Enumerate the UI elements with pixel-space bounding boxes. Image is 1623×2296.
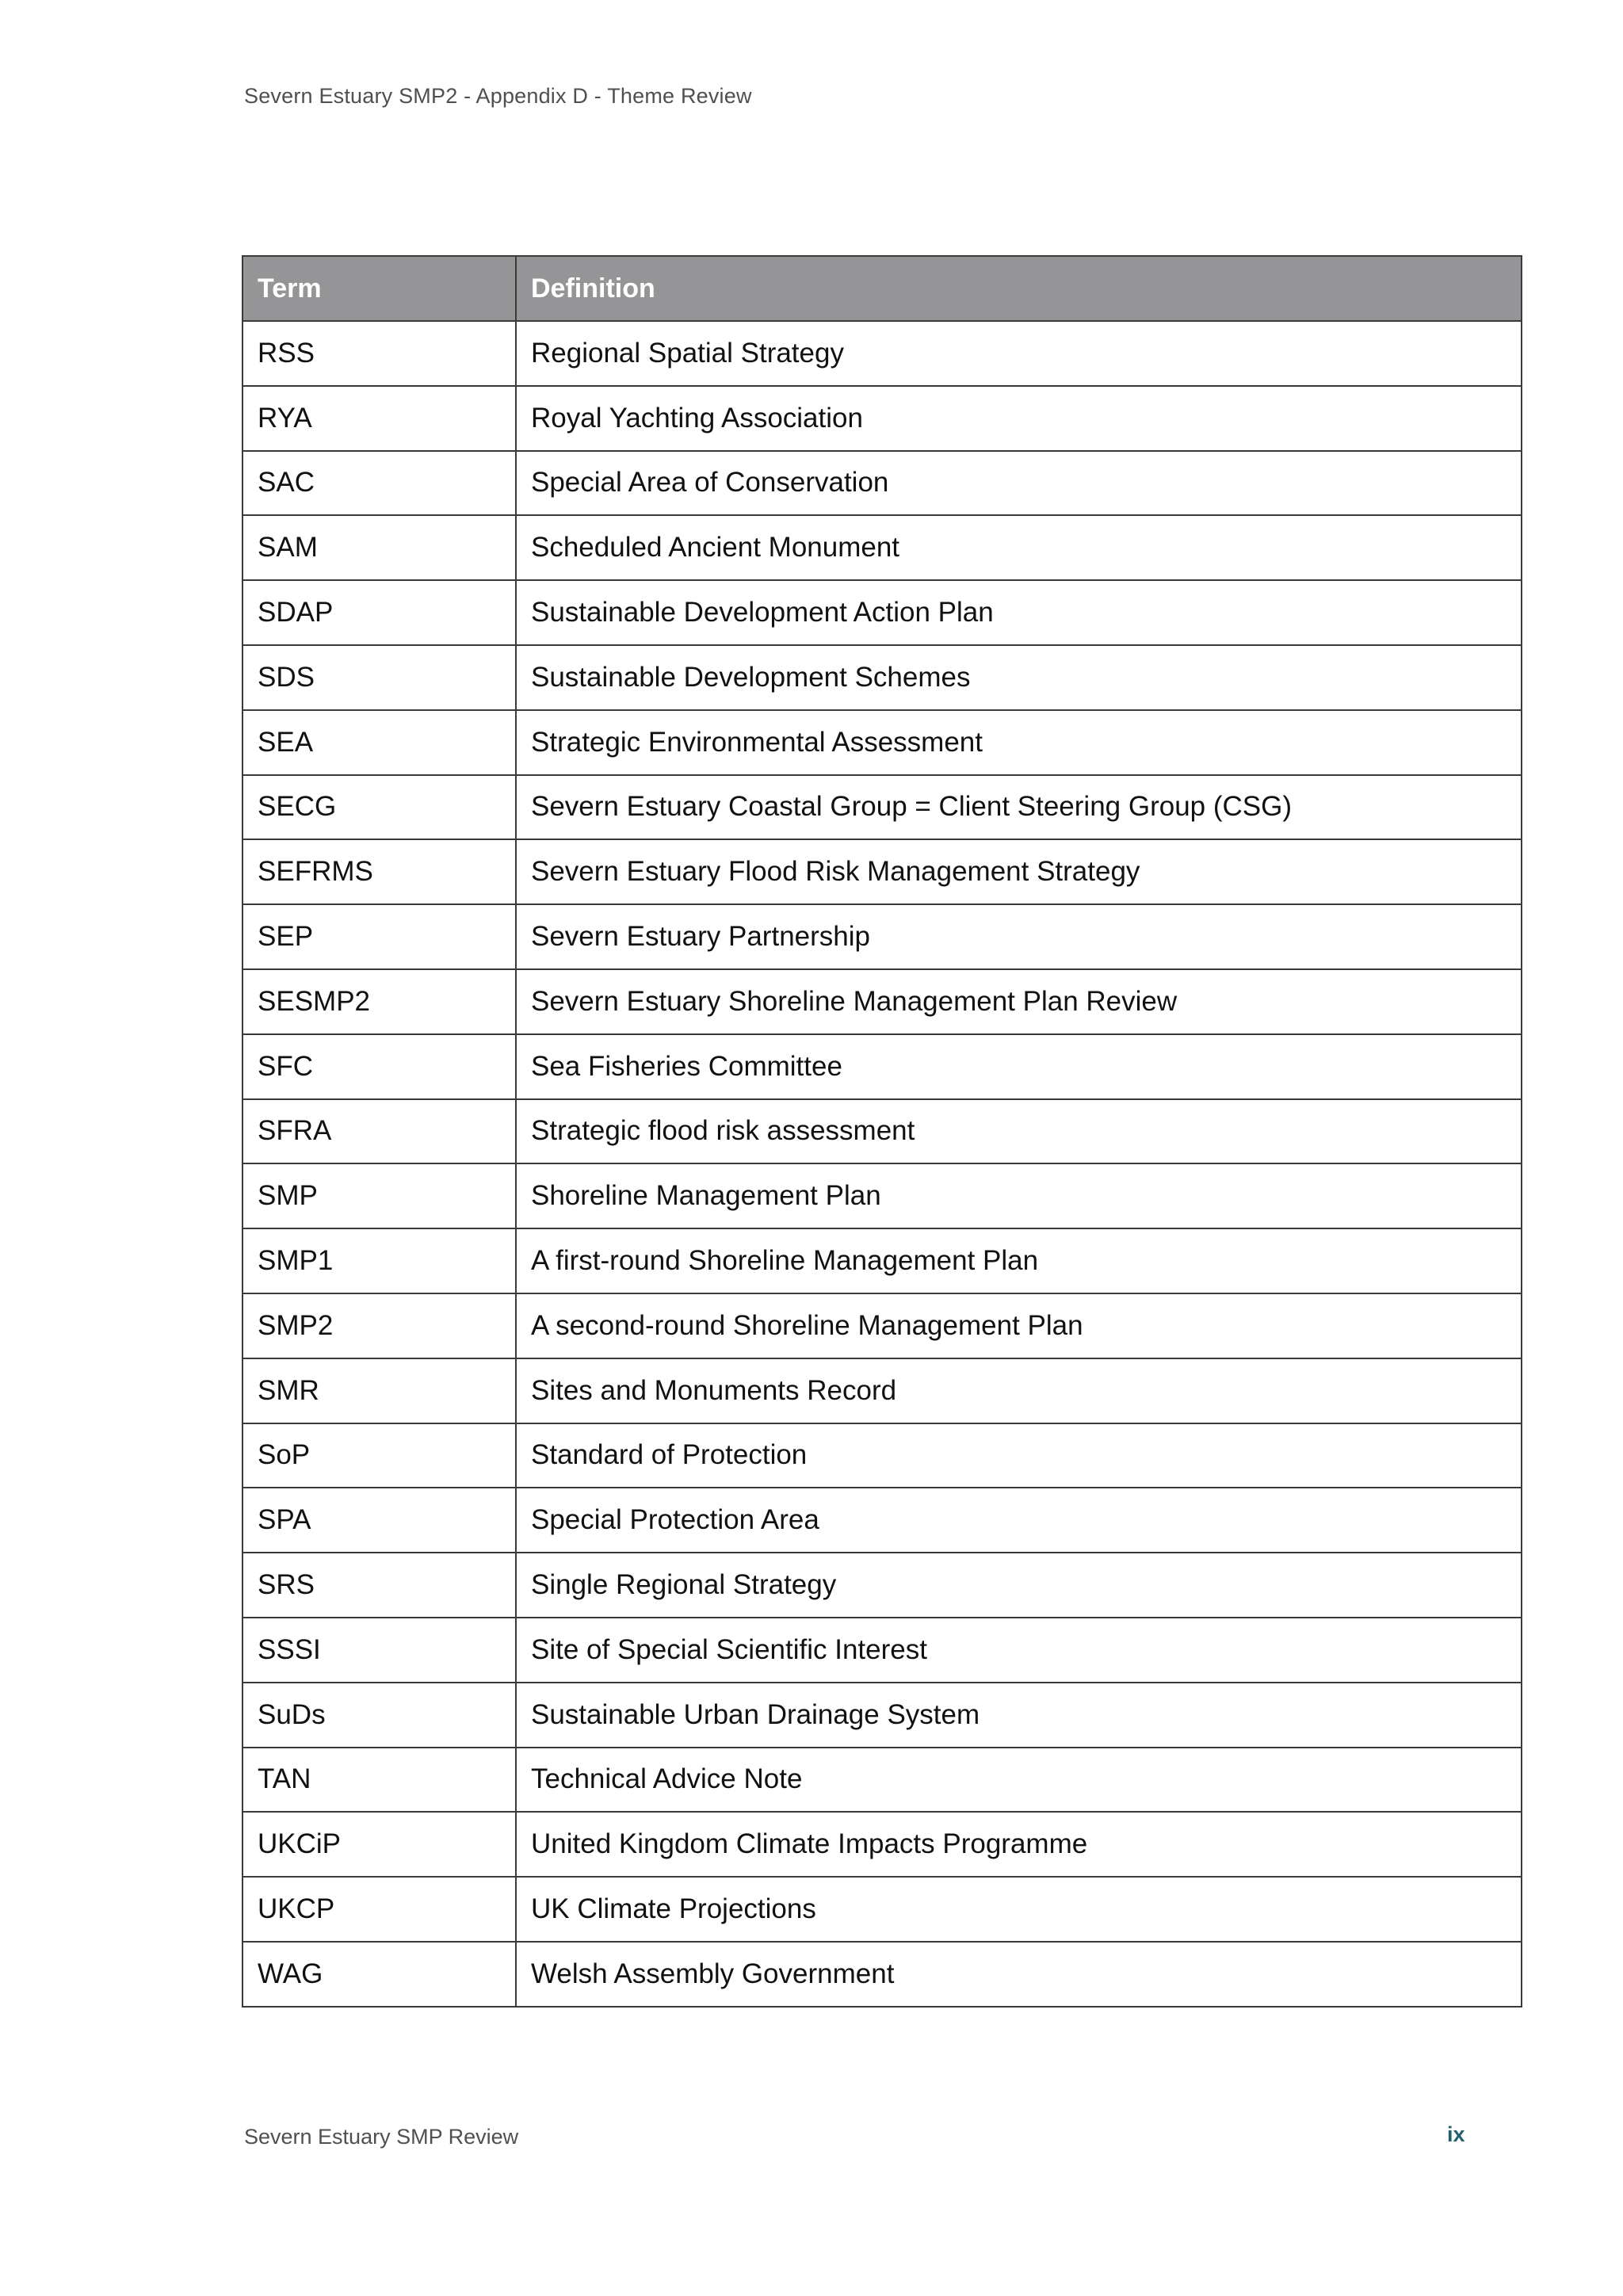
definition-cell: UK Climate Projections	[516, 1877, 1522, 1942]
term-cell: SEP	[242, 904, 516, 969]
glossary-table	[242, 255, 1522, 2008]
definition-cell: Sea Fisheries Committee	[516, 1034, 1522, 1099]
term-cell: SAC	[242, 451, 516, 516]
definition-cell: Site of Special Scientific Interest	[516, 1618, 1522, 1683]
term-cell: SuDs	[242, 1683, 516, 1748]
definition-cell: Strategic flood risk assessment	[516, 1099, 1522, 1164]
table-row	[242, 969, 1522, 1034]
definition-cell: Royal Yachting Association	[516, 386, 1522, 451]
term-cell: SFC	[242, 1034, 516, 1099]
table-row	[242, 1358, 1522, 1423]
table-row	[242, 1942, 1522, 2007]
term-cell: SMP	[242, 1163, 516, 1228]
definition-cell: Single Regional Strategy	[516, 1553, 1522, 1618]
table-row	[242, 1553, 1522, 1618]
definition-cell: Special Protection Area	[516, 1488, 1522, 1553]
definition-cell: Shoreline Management Plan	[516, 1163, 1522, 1228]
page-footer: Severn Estuary SMP Review	[244, 2125, 519, 2149]
table-row	[242, 1228, 1522, 1293]
table-row	[242, 1683, 1522, 1748]
definition-cell: Strategic Environmental Assessment	[516, 710, 1522, 775]
definition-cell: Special Area of Conservation	[516, 451, 1522, 516]
term-cell: RSS	[242, 321, 516, 386]
table-row	[242, 1877, 1522, 1942]
column-header-term: Term	[242, 256, 516, 321]
table-row	[242, 580, 1522, 645]
table-header	[242, 256, 1522, 321]
table-header-row	[242, 256, 1522, 321]
table-row	[242, 451, 1522, 516]
definition-cell: Severn Estuary Partnership	[516, 904, 1522, 969]
term-cell: SEFRMS	[242, 839, 516, 904]
table-row	[242, 1488, 1522, 1553]
term-cell: SMR	[242, 1358, 516, 1423]
page-number: ix	[1447, 2122, 1465, 2146]
definition-cell: Regional Spatial Strategy	[516, 321, 1522, 386]
term-cell: SESMP2	[242, 969, 516, 1034]
table-row	[242, 710, 1522, 775]
table-row	[242, 1812, 1522, 1877]
table-row	[242, 839, 1522, 904]
definition-cell: United Kingdom Climate Impacts Programme	[516, 1812, 1522, 1877]
table-row	[242, 904, 1522, 969]
term-cell: RYA	[242, 386, 516, 451]
definition-cell: Severn Estuary Shoreline Management Plan Review	[516, 969, 1522, 1034]
definition-cell: Welsh Assembly Government	[516, 1942, 1522, 2007]
term-cell: SMP2	[242, 1293, 516, 1358]
table-row	[242, 386, 1522, 451]
table-row	[242, 515, 1522, 580]
term-cell: SDS	[242, 645, 516, 710]
term-cell: SAM	[242, 515, 516, 580]
column-header-definition: Definition	[516, 256, 1522, 321]
term-cell: SPA	[242, 1488, 516, 1553]
page-header: Severn Estuary SMP2 - Appendix D - Theme Review	[244, 84, 752, 108]
term-cell: SFRA	[242, 1099, 516, 1164]
definition-cell: Technical Advice Note	[516, 1748, 1522, 1813]
term-cell: UKCP	[242, 1877, 516, 1942]
table-row	[242, 1423, 1522, 1488]
table-row	[242, 1293, 1522, 1358]
definition-cell: Sustainable Development Action Plan	[516, 580, 1522, 645]
term-cell: SoP	[242, 1423, 516, 1488]
term-cell: SDAP	[242, 580, 516, 645]
definition-cell: A second-round Shoreline Management Plan	[516, 1293, 1522, 1358]
term-cell: SSSI	[242, 1618, 516, 1683]
table-row	[242, 1618, 1522, 1683]
definition-cell: A first-round Shoreline Management Plan	[516, 1228, 1522, 1293]
table-row	[242, 775, 1522, 840]
table-body	[242, 321, 1522, 2007]
definition-cell: Sustainable Development Schemes	[516, 645, 1522, 710]
term-cell: SEA	[242, 710, 516, 775]
table-row	[242, 1163, 1522, 1228]
table-row	[242, 1034, 1522, 1099]
table-row	[242, 1748, 1522, 1813]
term-cell: UKCiP	[242, 1812, 516, 1877]
definition-cell: Sustainable Urban Drainage System	[516, 1683, 1522, 1748]
term-cell: WAG	[242, 1942, 516, 2007]
term-cell: TAN	[242, 1748, 516, 1813]
definition-cell: Scheduled Ancient Monument	[516, 515, 1522, 580]
definition-cell: Severn Estuary Flood Risk Management Strategy	[516, 839, 1522, 904]
term-cell: SRS	[242, 1553, 516, 1618]
table-row	[242, 1099, 1522, 1164]
table-row	[242, 321, 1522, 386]
definition-cell: Sites and Monuments Record	[516, 1358, 1522, 1423]
term-cell: SECG	[242, 775, 516, 840]
table-row	[242, 645, 1522, 710]
term-cell: SMP1	[242, 1228, 516, 1293]
definition-cell: Standard of Protection	[516, 1423, 1522, 1488]
definition-cell: Severn Estuary Coastal Group = Client Steering Group (CSG)	[516, 775, 1522, 840]
